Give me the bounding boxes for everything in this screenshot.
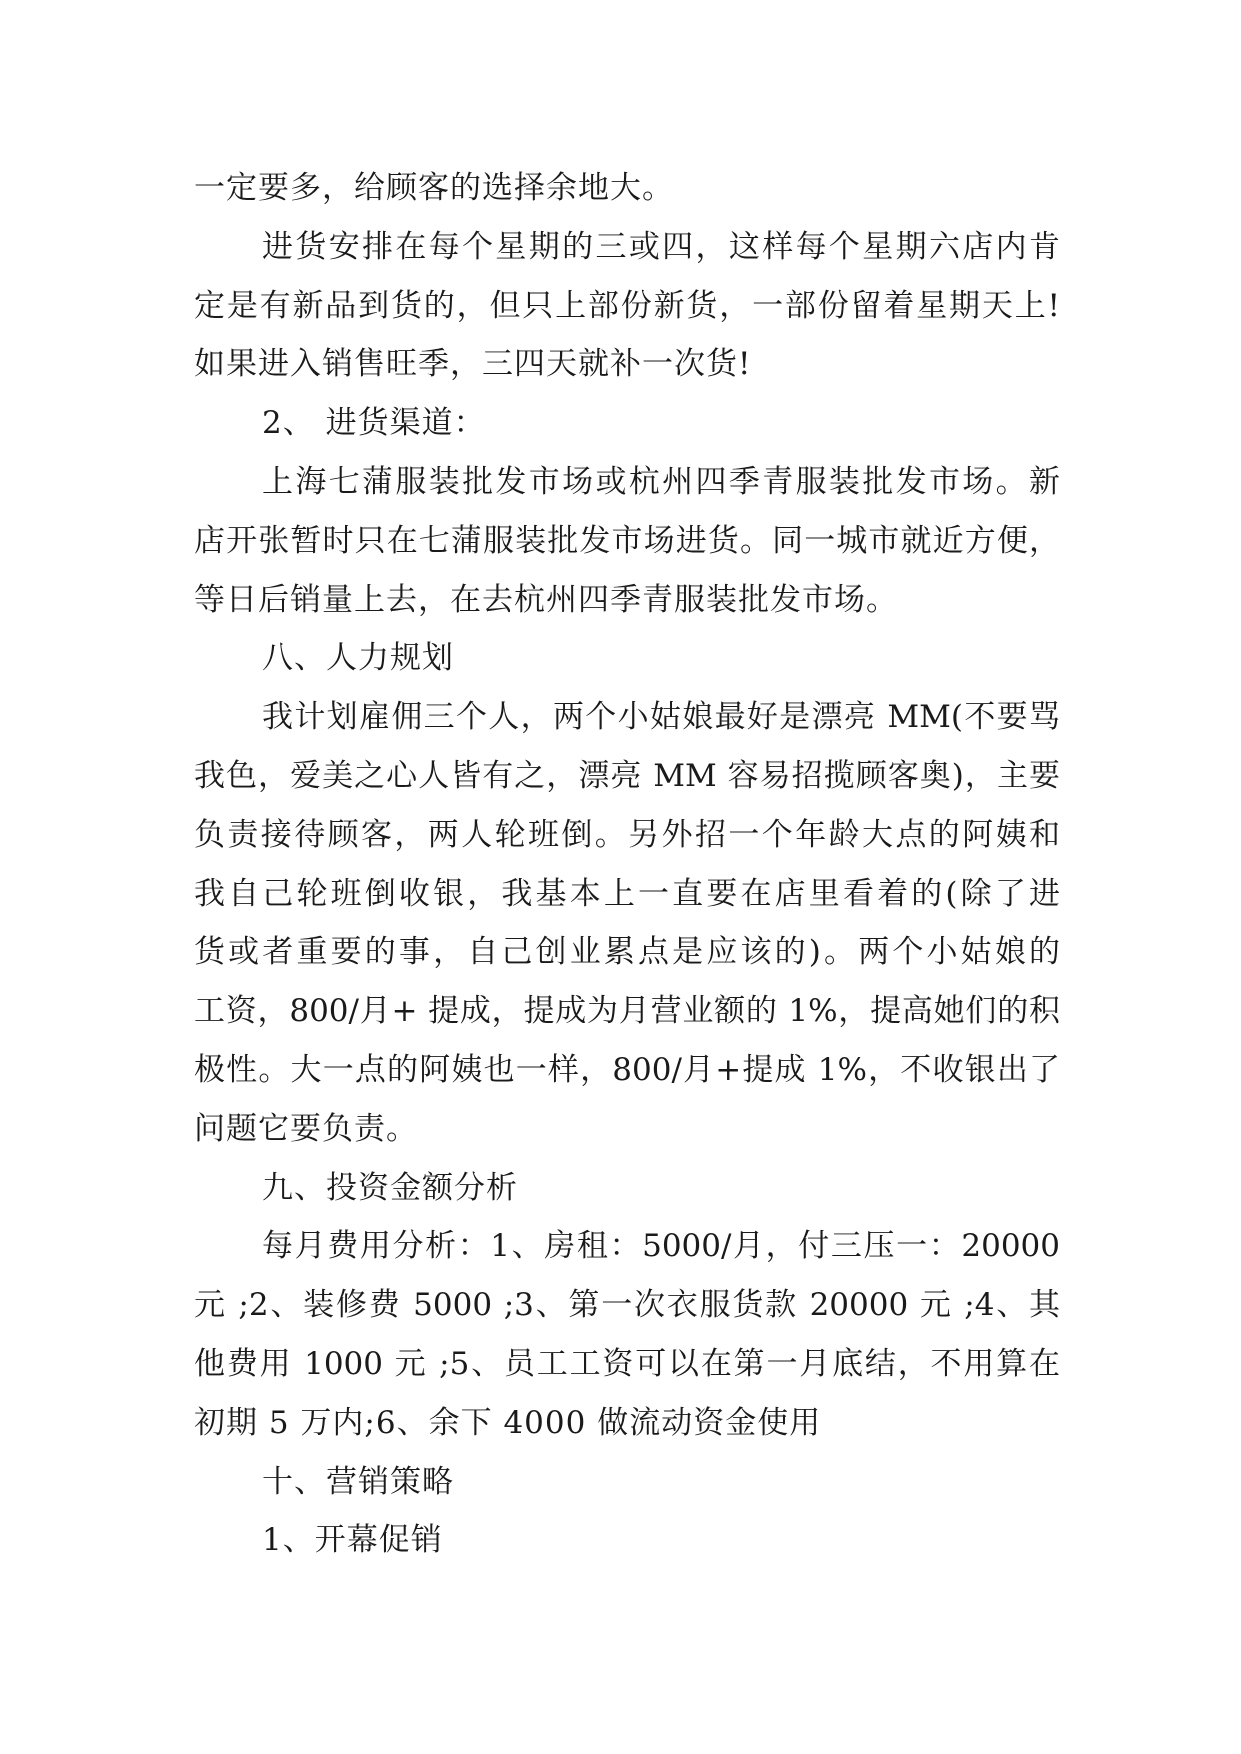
body-paragraph	[194, 688, 1060, 1158]
text-line: 十、营销策略	[262, 1463, 454, 1500]
text-line: 八、人力规划	[262, 640, 454, 677]
body-paragraph	[194, 453, 1060, 629]
text-line: 等日后销量上去，在去杭州四季青服装批发市场。	[194, 581, 898, 618]
subsection-heading	[194, 1511, 1060, 1570]
text-line: 我自己轮班倒收银，我基本上一直要在店里看着的(除了进	[194, 875, 1060, 912]
body-paragraph	[194, 1217, 1060, 1452]
section-heading	[194, 629, 1060, 688]
text-line: 我色，爱美之心人皆有之，漂亮 MM 容易招揽顾客奥)，主要	[194, 757, 1060, 794]
text-line: 工资，800/月+ 提成，提成为月营业额的 1%，提高她们的积	[194, 993, 1060, 1030]
text-line: 九、投资金额分析	[262, 1169, 518, 1206]
text-line: 货或者重要的事，自己创业累点是应该的)。两个小姑娘的	[194, 934, 1060, 971]
section-heading	[194, 1453, 1060, 1512]
text-line: 进货安排在每个星期的三或四，这样每个星期六店内肯	[262, 228, 1060, 265]
text-line: 店开张暂时只在七蒲服装批发市场进货。同一城市就近方便，	[194, 522, 1060, 559]
text-line: 如果进入销售旺季，三四天就补一次货!	[194, 346, 752, 383]
text-line: 上海七蒲服装批发市场或杭州四季青服装批发市场。新	[262, 463, 1060, 500]
text-line: 定是有新品到货的，但只上部份新货，一部份留着星期天上!	[194, 287, 1060, 324]
text-line: 2、 进货渠道：	[262, 405, 486, 442]
text-line: 每月费用分析：1、房租：5000/月，付三压一：20000	[262, 1228, 1060, 1265]
text-line: 他费用 1000 元 ;5、员工工资可以在第一月底结，不用算在	[194, 1345, 1060, 1382]
text-line: 极性。大一点的阿姨也一样，800/月+提成 1%，不收银出了	[194, 1051, 1060, 1088]
subsection-heading	[194, 394, 1060, 453]
text-line: 初期 5 万内;6、余下 4000 做流动资金使用	[194, 1404, 822, 1441]
section-heading	[194, 1159, 1060, 1218]
body-paragraph	[194, 159, 1060, 218]
text-line: 负责接待顾客，两人轮班倒。另外招一个年龄大点的阿姨和	[194, 816, 1060, 853]
document-body	[194, 159, 1060, 1570]
text-line: 我计划雇佣三个人，两个小姑娘最好是漂亮 MM(不要骂	[262, 699, 1060, 736]
text-line: 元 ;2、装修费 5000 ;3、第一次衣服货款 20000 元 ;4、其	[194, 1287, 1060, 1324]
text-line: 一定要多，给顾客的选择余地大。	[194, 170, 674, 206]
body-paragraph	[194, 218, 1060, 394]
text-line: 1、开幕促销	[262, 1522, 443, 1559]
text-line: 问题它要负责。	[194, 1110, 418, 1147]
